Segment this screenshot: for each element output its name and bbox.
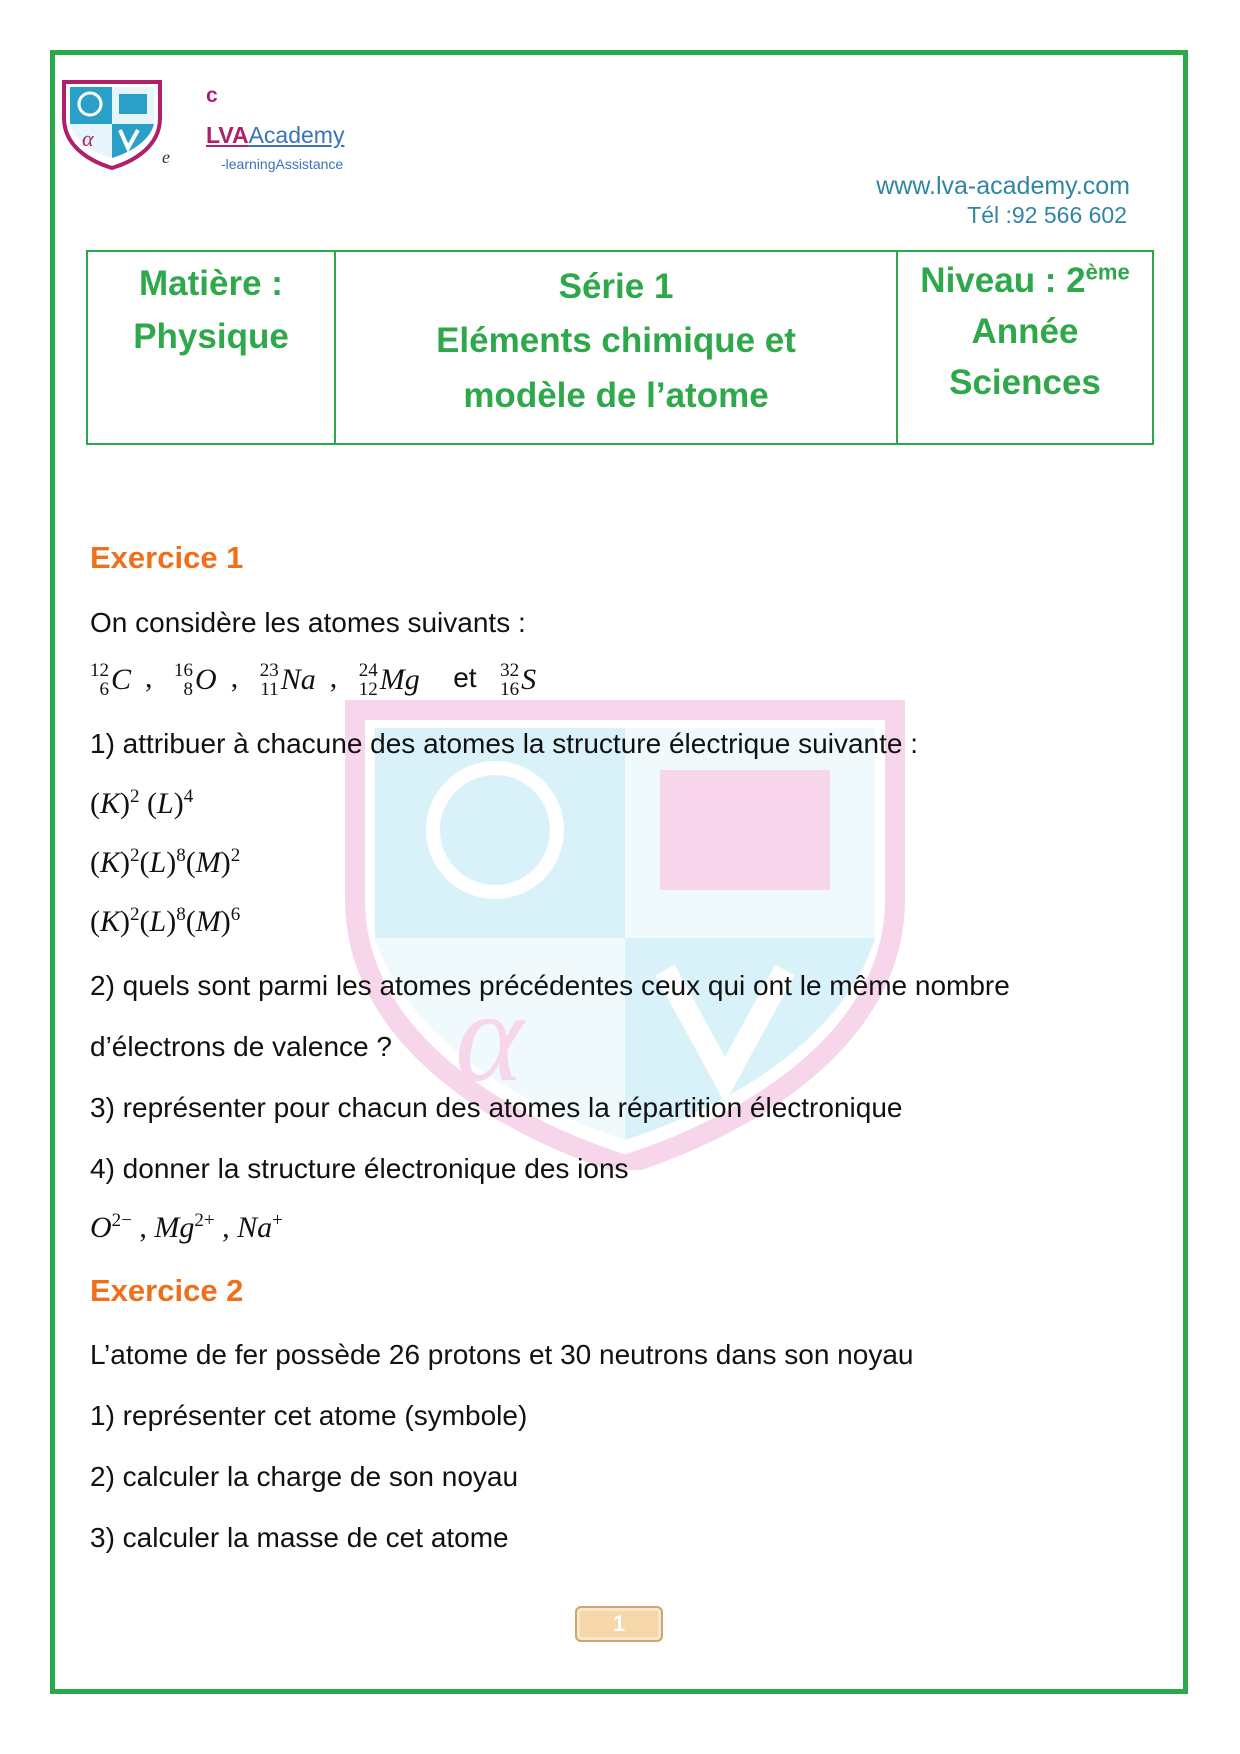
et-word: et bbox=[453, 662, 477, 693]
svg-text:α: α bbox=[455, 965, 524, 1109]
website-url[interactable]: www.lva-academy.com bbox=[876, 172, 1130, 200]
matiere-cell bbox=[88, 252, 336, 443]
ex1-question-3: 3) représenter pour chacun des atomes la répartition électronique bbox=[90, 1092, 903, 1123]
isotope-sulfur: 32 16 S bbox=[500, 660, 537, 701]
niveau-line1 bbox=[898, 256, 1152, 307]
title-line2: modèle de l’atome bbox=[463, 375, 769, 415]
isotope-oxygen: 16 8 O bbox=[174, 660, 217, 701]
ex2-question-3: 3) calculer la masse de cet atome bbox=[90, 1522, 509, 1553]
exercise-2-title: Exercice 2 bbox=[90, 1273, 244, 1308]
ex1-question-4: 4) donner la structure électronique des ions bbox=[90, 1153, 629, 1184]
matiere-label: Matière : bbox=[139, 264, 283, 303]
brand-academy: Academy bbox=[248, 122, 345, 148]
isotope-magnesium: 24 12 Mg bbox=[358, 660, 420, 701]
niveau-line3: Sciences bbox=[949, 362, 1101, 402]
serie-cell bbox=[336, 252, 898, 443]
ex1-question-2b: d’électrons de valence ? bbox=[90, 1031, 392, 1062]
brand-subtitle: -learningAssistance bbox=[221, 156, 344, 172]
telephone: Tél :92 566 602 bbox=[967, 202, 1127, 228]
niveau-sup: ème bbox=[1085, 259, 1130, 285]
ex1-question-1: 1) attribuer à chacune des atomes la structure électrique suivante : bbox=[90, 728, 918, 759]
ex1-intro: On considère les atomes suivants : bbox=[90, 607, 526, 638]
ions-list: $O^{2-}$ , $Mg^{2+}$ , Na+ bbox=[90, 1210, 283, 1244]
niveau-cell bbox=[898, 252, 1152, 443]
ex1-question-2a: 2) quels sont parmi les atomes précédentes ceux qui ont le même nombre bbox=[90, 970, 1010, 1001]
ex2-question-2: 2) calculer la charge de son noyau bbox=[90, 1461, 519, 1492]
lva-academy-logo bbox=[58, 78, 166, 170]
isotope-carbon: 12 6 C bbox=[90, 660, 132, 701]
matiere-value: Physique bbox=[133, 316, 289, 356]
niveau-label: Niveau : 2 bbox=[920, 261, 1086, 300]
brand-name bbox=[206, 122, 344, 149]
atoms-list: 12 6 C , 16 8 O , 23 11 Na , 24 12 Mg et 32 16 S bbox=[90, 660, 537, 701]
title-table bbox=[86, 250, 1154, 445]
isotope-sodium: 23 11 Na bbox=[259, 660, 316, 701]
brand-e: e bbox=[162, 147, 170, 167]
brand-lva: LVA bbox=[206, 122, 249, 148]
exercise-1-title: Exercice 1 bbox=[90, 540, 244, 575]
brand-c: c bbox=[206, 84, 218, 107]
svg-text:α: α bbox=[82, 126, 94, 151]
ex2-intro: L’atome de fer possède 26 protons et 30 neutrons dans son noyau bbox=[90, 1339, 914, 1370]
page-number: 1 bbox=[575, 1606, 663, 1642]
niveau-line2: Année bbox=[971, 311, 1079, 351]
structure-3: $(K)^2(L)^8(M)^6$ bbox=[90, 904, 241, 938]
serie-number: Série 1 bbox=[558, 267, 674, 306]
structure-1: $(K)^2$ $(L)^4$ bbox=[90, 786, 194, 820]
ex2-question-1: 1) représenter cet atome (symbole) bbox=[90, 1400, 528, 1431]
title-line1: Eléments chimique et bbox=[436, 321, 796, 361]
structure-2: $(K)^2(L)^8(M)^2$ bbox=[90, 845, 241, 879]
